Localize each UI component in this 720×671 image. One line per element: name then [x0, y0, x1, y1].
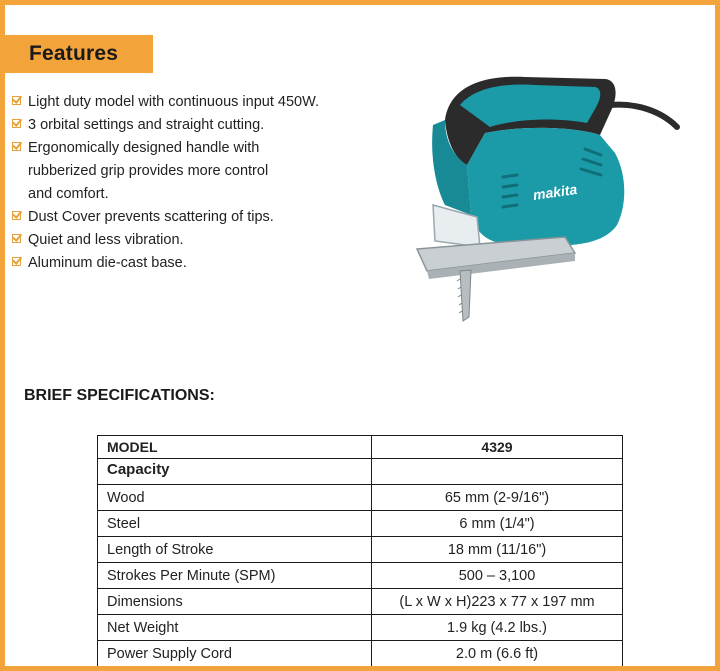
- spec-value: 65 mm (2-9/16"): [372, 485, 623, 511]
- spec-value: 2.0 m (6.6 ft): [372, 641, 623, 667]
- checkbox-icon: [12, 142, 21, 151]
- feature-item: Quiet and less vibration.: [12, 229, 372, 252]
- checkbox-icon: [12, 234, 21, 243]
- feature-item: Light duty model with continuous input 450W.: [12, 91, 372, 114]
- spec-label: Dimensions: [98, 589, 372, 615]
- checkbox-icon: [12, 96, 21, 105]
- table-header-row: [98, 436, 623, 459]
- table-row: [98, 589, 623, 615]
- feature-item: Aluminum die-cast base.: [12, 252, 372, 275]
- spec-value: 6 mm (1/4"): [372, 511, 623, 537]
- checkbox-icon: [12, 257, 21, 266]
- spec-value: 500 – 3,100: [372, 563, 623, 589]
- feature-item: Ergonomically designed handle with rubberized grip provides more control and comfort.: [12, 137, 372, 206]
- brand-logo: makita: [531, 180, 579, 203]
- features-header: [5, 35, 153, 73]
- table-row: [98, 615, 623, 641]
- capacity-row: [98, 459, 623, 485]
- table-row: [98, 641, 623, 667]
- table-row: [98, 563, 623, 589]
- capacity-label: Capacity: [98, 459, 372, 485]
- spec-label: Length of Stroke: [98, 537, 372, 563]
- specs-table: [97, 435, 623, 667]
- spec-label: Wood: [98, 485, 372, 511]
- spec-label: Net Weight: [98, 615, 372, 641]
- model-value: 4329: [372, 436, 623, 459]
- table-row: [98, 537, 623, 563]
- features-title: Features: [29, 42, 119, 65]
- checkbox-icon: [12, 119, 21, 128]
- feature-item: Dust Cover prevents scattering of tips.: [12, 206, 372, 229]
- spec-value: 1.9 kg (4.2 lbs.): [372, 615, 623, 641]
- spec-value: 18 mm (11/16"): [372, 537, 623, 563]
- spec-label: Power Supply Cord: [98, 641, 372, 667]
- spec-label: Steel: [98, 511, 372, 537]
- checkbox-icon: [12, 211, 21, 220]
- feature-item: 3 orbital settings and straight cutting.: [12, 114, 372, 137]
- table-row: [98, 485, 623, 511]
- spec-value: (L x W x H)223 x 77 x 197 mm: [372, 589, 623, 615]
- model-label: MODEL: [98, 436, 372, 459]
- jigsaw-product-image: [405, 65, 685, 327]
- spec-label: Strokes Per Minute (SPM): [98, 563, 372, 589]
- features-list: [12, 91, 372, 275]
- specs-title: BRIEF SPECIFICATIONS:: [24, 387, 215, 404]
- table-row: [98, 511, 623, 537]
